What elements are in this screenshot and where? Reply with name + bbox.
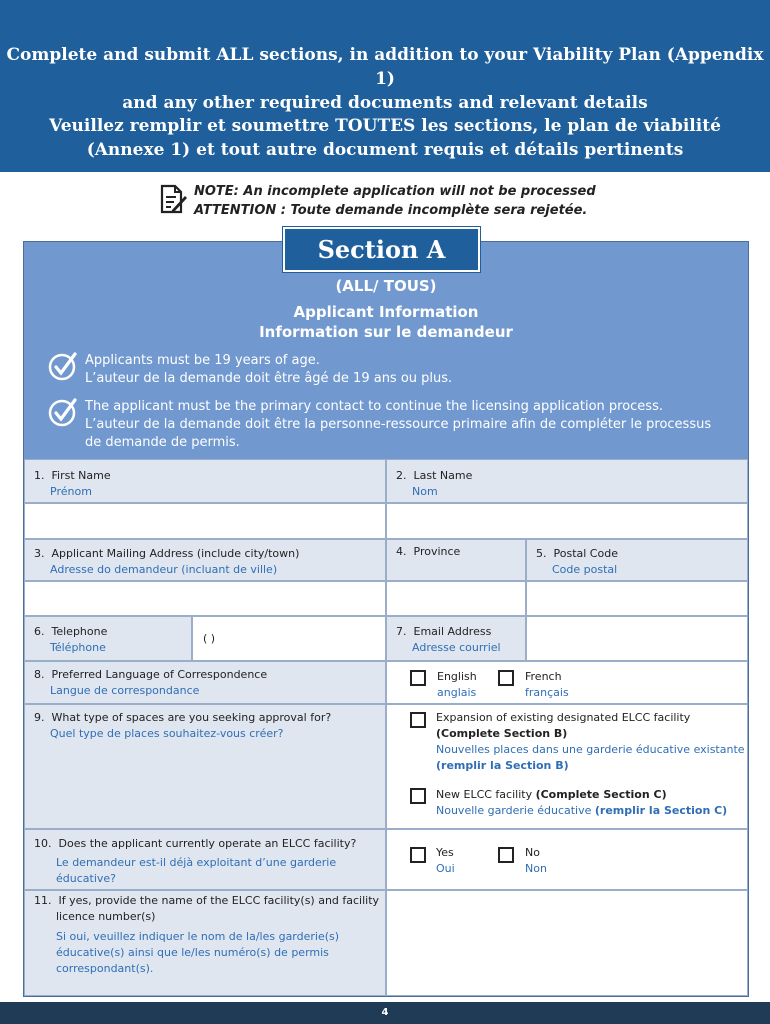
page-footer bbox=[0, 1002, 770, 1024]
no-option-label: No Non bbox=[525, 846, 547, 875]
facility-fr-2: éducative(s) ainsi que le/les numéro(s) de permis bbox=[56, 946, 329, 959]
spaces-label: 9. What type of spaces are you seeking approval for? Quel type de places souhaitez-vous créer? bbox=[34, 711, 332, 740]
postal-en: Postal Code bbox=[553, 547, 618, 560]
telephone-fr: Téléphone bbox=[50, 641, 106, 654]
expansion-checkbox[interactable] bbox=[410, 712, 426, 728]
facility-names-input[interactable] bbox=[386, 890, 748, 996]
address-fr: Adresse do demandeur (incluant de ville) bbox=[50, 563, 278, 576]
banner-en-line-2: and any other required documents and relevant details bbox=[122, 93, 648, 113]
note-french: ATTENTION : Toute demande incomplète sera rejetée. bbox=[194, 203, 588, 218]
province-input[interactable] bbox=[386, 581, 526, 616]
facility-en-2: licence number(s) bbox=[56, 910, 156, 923]
english-checkbox[interactable] bbox=[410, 670, 426, 686]
checkmark-circle-icon bbox=[48, 397, 78, 427]
province-en: Province bbox=[413, 545, 461, 558]
first-name-fr: Prénom bbox=[50, 485, 92, 498]
facility-label: 11. If yes, provide the name of the ELCC facility(s) and facility licence number(s) Si oui, veuillez indiquer le nom de la/les garderie(s) éducative(s) ainsi que le/les numéro(s) de permis correspondant(s). bbox=[34, 894, 380, 975]
address-input[interactable] bbox=[24, 581, 386, 616]
language-label: 8. Preferred Language of Correspondence Langue de correspondance bbox=[34, 668, 268, 697]
telephone-input[interactable] bbox=[192, 616, 386, 661]
expansion-option-label: Expansion of existing designated ELCC facility (Complete Section B) Nouvelles places dans une garderie éducative existante (remplir la Section B) bbox=[436, 711, 745, 772]
rule-primary-contact bbox=[85, 398, 725, 452]
yes-option-label: Yes Oui bbox=[436, 846, 455, 875]
operate-label: 10. Does the applicant currently operate an ELCC facility? Le demandeur est-il déjà exploitant d’une garderie éducative? bbox=[34, 837, 357, 885]
banner-fr-line-1: Veuillez remplir et soumettre TOUTES les sections, le plan de viabilité bbox=[49, 116, 721, 136]
postal-code-label: 5. Postal Code Code postal bbox=[536, 547, 618, 576]
facility-fr-1: Si oui, veuillez indiquer le nom de la/les garderie(s) bbox=[56, 930, 340, 943]
email-input[interactable] bbox=[526, 616, 748, 661]
telephone-en: Telephone bbox=[51, 625, 108, 638]
telephone-label: 6. Telephone Téléphone bbox=[34, 625, 108, 654]
banner-english bbox=[0, 43, 770, 115]
rule-age bbox=[85, 352, 725, 388]
rule-age-english: Applicants must be 19 years of age. bbox=[85, 353, 320, 368]
new-facility-option-label: New ELCC facility (Complete Section C) Nouvelle garderie éducative (remplir la Section C) bbox=[436, 788, 728, 817]
province-label: 4. Province bbox=[396, 545, 461, 558]
first-name-label: 1. First Name Prénom bbox=[34, 469, 111, 498]
language-en: Preferred Language of Correspondence bbox=[51, 668, 268, 681]
french-option-label: French français bbox=[525, 670, 569, 699]
last-name-label: 2. Last Name Nom bbox=[396, 469, 473, 498]
last-name-en: Last Name bbox=[413, 469, 473, 482]
last-name-input[interactable] bbox=[386, 503, 748, 539]
address-label: 3. Applicant Mailing Address (include city/town) Adresse do demandeur (incluant de ville) bbox=[34, 547, 300, 576]
banner-fr-line-2: (Annexe 1) et tout autre document requis et détails pertinents bbox=[86, 140, 684, 160]
spaces-fr: Quel type de places souhaitez-vous créer? bbox=[50, 727, 284, 740]
french-checkbox[interactable] bbox=[498, 670, 514, 686]
postal-code-input[interactable] bbox=[526, 581, 748, 616]
first-name-en: First Name bbox=[51, 469, 111, 482]
page-number: 4 bbox=[381, 1007, 389, 1018]
email-en: Email Address bbox=[413, 625, 492, 638]
operate-fr-1: Le demandeur est-il déjà exploitant d’une garderie bbox=[56, 856, 337, 869]
section-heading-english: Applicant Information bbox=[293, 303, 479, 321]
rule-contact-french-2: de demande de permis. bbox=[85, 435, 240, 450]
language-fr: Langue de correspondance bbox=[50, 684, 200, 697]
instructions-banner bbox=[0, 0, 770, 172]
email-fr: Adresse courriel bbox=[412, 641, 501, 654]
facility-fr-3: correspondant(s). bbox=[56, 962, 154, 975]
section-scope: (ALL/ TOUS) bbox=[335, 277, 437, 295]
area-code-brackets: ( ) bbox=[203, 632, 216, 645]
email-label: 7. Email Address Adresse courriel bbox=[396, 625, 501, 654]
rule-age-french: L’auteur de la demande doit être âgé de 19 ans ou plus. bbox=[85, 371, 453, 386]
operate-fr-2: éducative? bbox=[56, 872, 116, 885]
address-en: Applicant Mailing Address (include city/town) bbox=[51, 547, 300, 560]
operate-en: Does the applicant currently operate an ELCC facility? bbox=[58, 837, 357, 850]
document-edit-icon bbox=[158, 184, 188, 216]
section-title: Section A bbox=[283, 227, 480, 272]
checkmark-circle-icon bbox=[48, 351, 78, 381]
english-option-label: English anglais bbox=[437, 670, 477, 699]
first-name-input[interactable] bbox=[24, 503, 386, 539]
banner-french bbox=[0, 114, 770, 162]
banner-en-line-1: Complete and submit ALL sections, in addition to your Viability Plan (Appendix 1) bbox=[6, 45, 764, 89]
section-heading-french: Information sur le demandeur bbox=[259, 323, 513, 341]
rule-contact-english: The applicant must be the primary contact to continue the licensing application process. bbox=[85, 399, 663, 414]
facility-en-1: If yes, provide the name of the ELCC facility(s) and facility bbox=[58, 894, 380, 907]
no-checkbox[interactable] bbox=[498, 847, 514, 863]
yes-checkbox[interactable] bbox=[410, 847, 426, 863]
spaces-en: What type of spaces are you seeking approval for? bbox=[51, 711, 332, 724]
rule-contact-french-1: L’auteur de la demande doit être la personne-ressource primaire afin de compléter le processus bbox=[85, 417, 712, 432]
new-facility-checkbox[interactable] bbox=[410, 788, 426, 804]
note-english: NOTE: An incomplete application will not be processed bbox=[194, 184, 596, 199]
postal-fr: Code postal bbox=[552, 563, 618, 576]
last-name-fr: Nom bbox=[412, 485, 438, 498]
